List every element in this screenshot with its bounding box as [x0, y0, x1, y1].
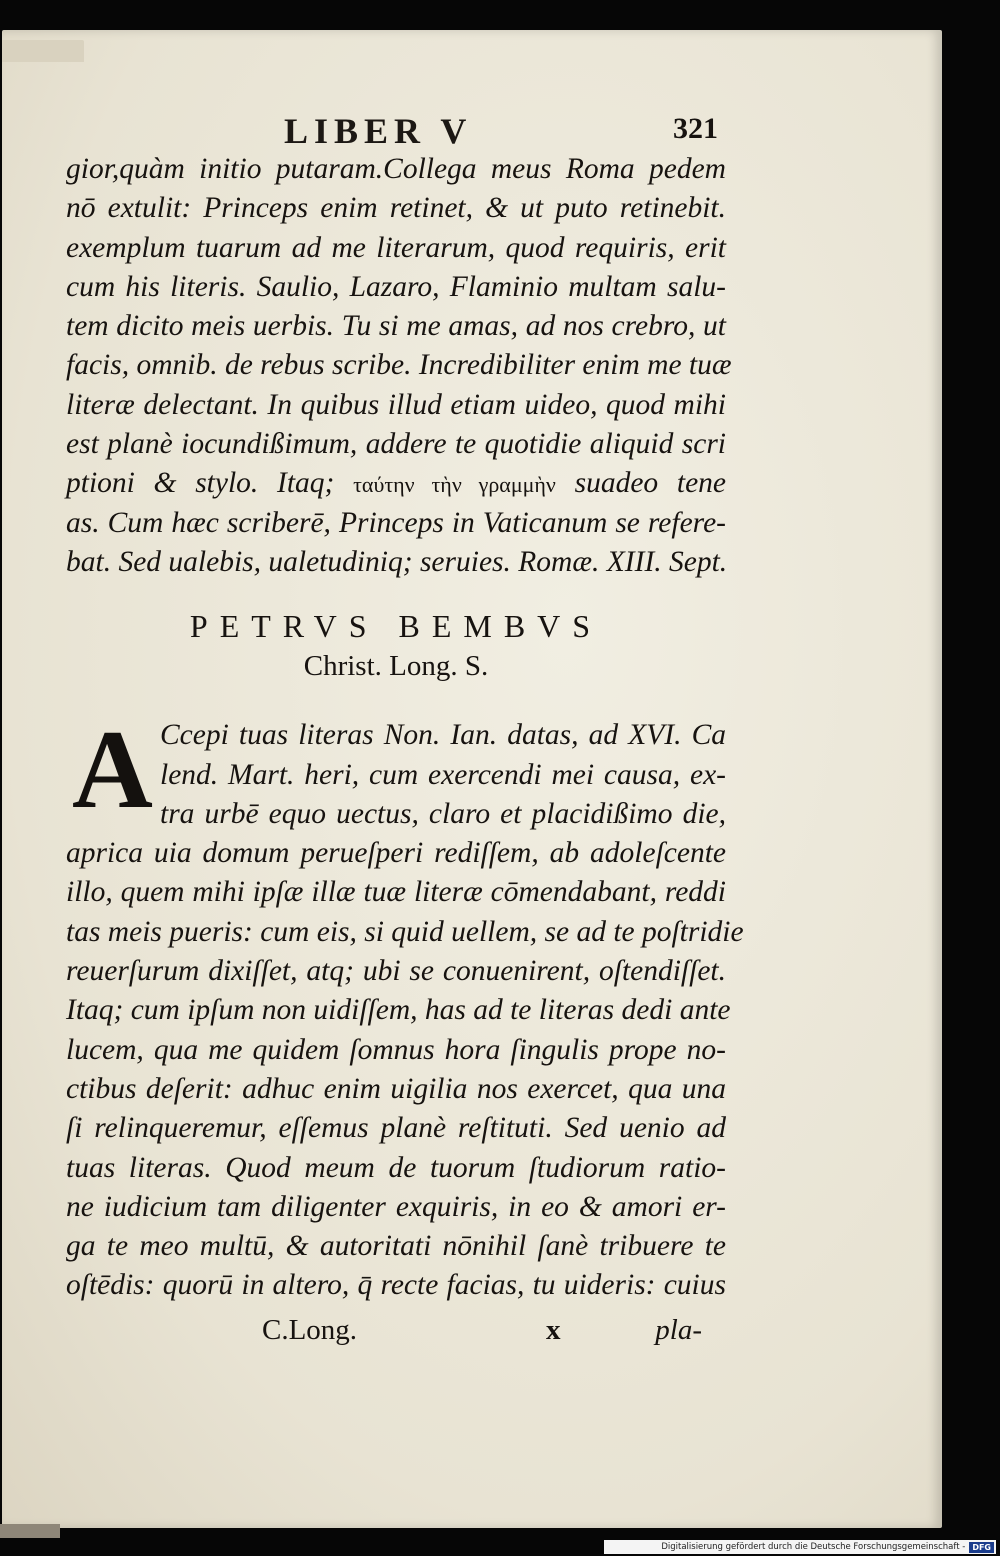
- text-line: oſtēdis: quorū in altero, q̄ recte facias, tu uideris: cuius: [66, 1269, 726, 1302]
- text-line: tuas literas. Quod meum de tuorum ſtudiorum ratio-: [66, 1151, 726, 1184]
- text-line: aprica uia domum perueſperi rediſſem, ab adoleſcente: [66, 837, 726, 870]
- text-line: tas meis pueris: cum eis, si quid uellem, se ad te poſtridie: [66, 915, 744, 948]
- text-line: as. Cum hæc scriberē, Princeps in Vaticanum se refere-: [66, 506, 726, 539]
- first-letter-body: [66, 150, 732, 582]
- text-line: illo, quem mihi ipſæ illæ tuæ literæ cōmendabant, reddi: [66, 876, 726, 909]
- text-line: ctibus deſerit: adhuc enim uigilia nos exercet, qua una: [66, 1072, 726, 1105]
- text-segment: ptioni & stylo. Itaq;: [66, 467, 335, 500]
- text-line: nō extulit: Princeps enim retinet, & ut puto retinebit.: [66, 192, 726, 225]
- drop-cap: A: [72, 708, 153, 833]
- text-line: lucem, qua me quidem ſomnus hora ſingulis prope no-: [66, 1033, 726, 1066]
- page-header: [66, 110, 726, 150]
- credit-text: Digitalisierung gefördert durch die Deutsche Forschungsgemeinschaft -: [661, 1542, 966, 1552]
- text-line: ſi relinqueremur, eſſemus planè reſtituti. Sed uenio ad: [66, 1112, 726, 1145]
- text-line: exemplum tuarum ad me literarum, quod requiris, erit: [66, 231, 726, 264]
- catchword: pla-: [655, 1313, 702, 1346]
- sheet-mark: x: [546, 1313, 561, 1346]
- text-line: Ccepi tuas literas Non. Ian. datas, ad XVI. Ca: [160, 719, 726, 752]
- second-letter-body: [66, 708, 744, 1305]
- text-line: tem dicito meis uerbis. Tu si me amas, ad nos crebro, ut: [66, 310, 726, 343]
- text-line: gior,quàm initio putaram.Collega meus Roma pedem: [66, 153, 726, 185]
- text-line: cum his literis. Saulio, Lazaro, Flaminio multam salu-: [66, 270, 726, 303]
- text-line: Itaq; cum ipſum non uidiſſem, has ad te literas dedi ante: [66, 994, 731, 1027]
- signature-mark: C.Long.: [262, 1313, 358, 1346]
- text-line: literæ delectant. In quibus illud etiam uideo, quod mihi: [66, 388, 726, 421]
- book-edge: [0, 1524, 60, 1538]
- page-number: 321: [673, 112, 718, 145]
- text-line-greek: [66, 464, 726, 503]
- text-line: tra urbē equo uectus, claro et placidißimo die,: [160, 797, 726, 830]
- letter-heading: PETRVS BEMBVS: [189, 608, 603, 645]
- letter-subheading: Christ. Long. S.: [303, 650, 489, 683]
- text-line: bat. Sed ualebis, ualetudiniq; seruies. Romæ. XIII. Sept.: [66, 545, 728, 578]
- page-footer: [66, 1310, 726, 1350]
- text-line: lend. Mart. heri, cum exercendi mei causa, ex-: [160, 758, 726, 791]
- greek-phrase: ταύτην τὴν γραμμὴν: [353, 472, 556, 498]
- dfg-logo-icon: DFG: [969, 1542, 994, 1553]
- digitization-credit: [604, 1540, 996, 1554]
- page-tab: [2, 40, 84, 62]
- text-segment: suadeo tene: [574, 467, 727, 500]
- page-text: [66, 110, 744, 1350]
- text-line: est planè iocundißimum, addere te quotidie aliquid scri: [66, 428, 726, 461]
- text-line: ne iudicium tam diligenter exquiris, in eo & amori er-: [66, 1190, 726, 1223]
- text-line: ga te meo multū, & autoritati nōnihil ſanè tribuere te: [66, 1230, 726, 1263]
- running-head: LIBER V: [284, 111, 473, 151]
- text-line: facis, omnib. de rebus scribe. Incredibiliter enim me tuæ: [66, 349, 732, 382]
- text-line: reuerſurum dixiſſet, atq; ubi se conuenirent, oſtendiſſet.: [66, 955, 726, 988]
